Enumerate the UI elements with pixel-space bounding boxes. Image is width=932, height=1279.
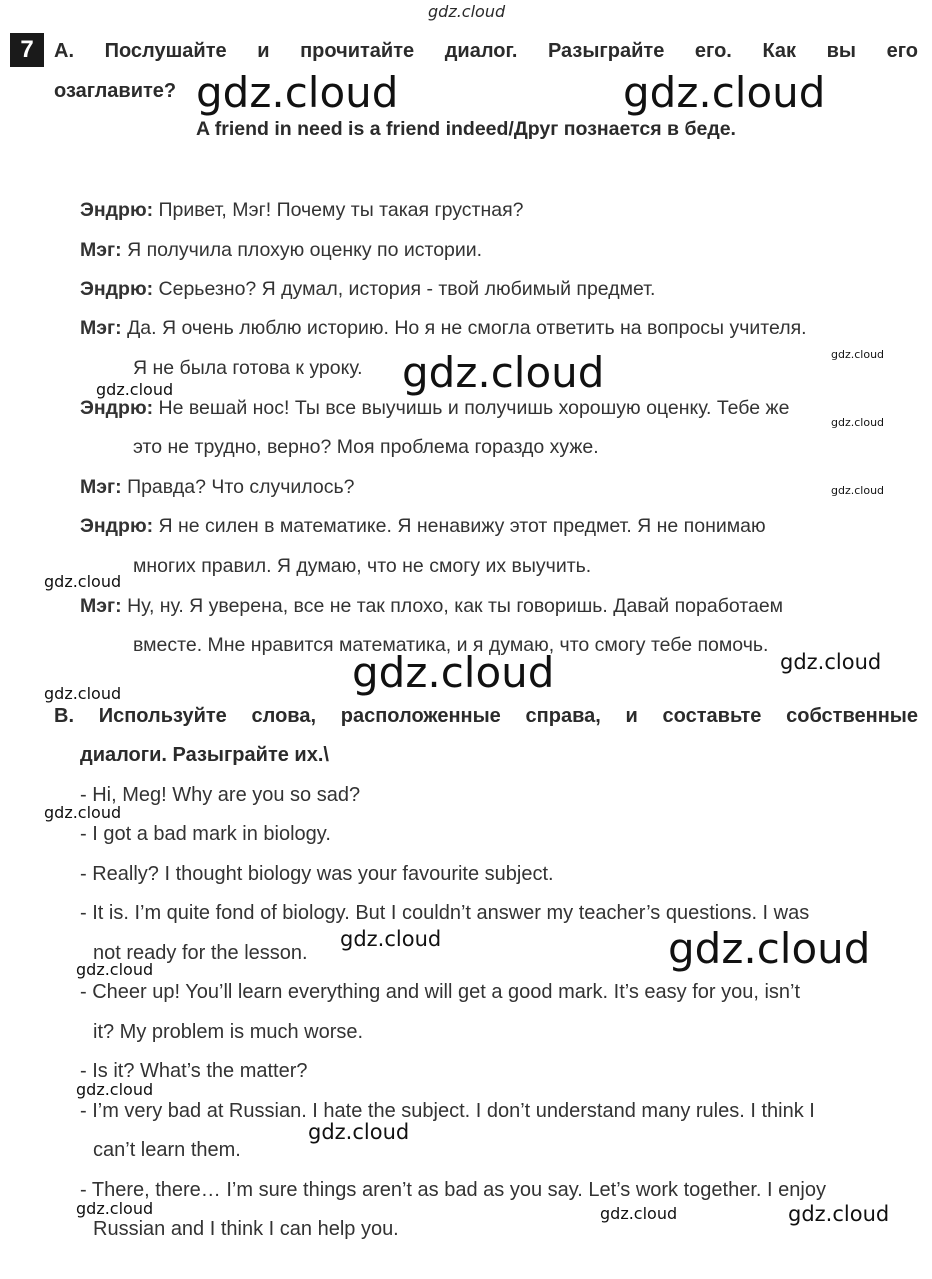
speaker: Мэг: — [80, 239, 122, 261]
english-line: - Cheer up! You’ll learn everything and will get a good mark. It’s easy for you, isn’t — [80, 981, 801, 1003]
dialogue-line-cont: многих правил. Я думаю, что не смогу их выучить. — [133, 555, 592, 577]
watermark: gdz.cloud — [196, 68, 399, 117]
watermark: gdz.cloud — [76, 960, 154, 979]
english-line: - I got a bad mark in biology. — [80, 823, 331, 845]
utterance: Правда? Что случилось? — [127, 476, 355, 498]
english-line: - Really? I thought biology was your favourite subject. — [80, 863, 554, 885]
watermark: gdz.cloud — [44, 572, 122, 591]
watermark: gdz.cloud — [668, 924, 871, 973]
english-line: - Hi, Meg! Why are you so sad? — [80, 784, 361, 806]
english-line-cont: can’t learn them. — [93, 1139, 241, 1161]
watermark: gdz.cloud — [76, 1199, 154, 1218]
english-line-cont: it? My problem is much worse. — [93, 1021, 364, 1043]
watermark: gdz.cloud — [600, 1204, 678, 1223]
exercise-number: 7 — [10, 33, 44, 67]
utterance: Да. Я очень люблю историю. Но я не смогла ответить на вопросы учителя. — [127, 317, 807, 339]
speaker: Мэг: — [80, 317, 122, 339]
english-line-cont: not ready for the lesson. — [93, 942, 308, 964]
task-a-instruction-cont: озаглавите? — [54, 80, 177, 102]
watermark: gdz.cloud — [340, 927, 442, 951]
watermark: gdz.cloud — [428, 2, 506, 21]
english-line: - Is it? What’s the matter? — [80, 1060, 308, 1082]
dialogue-line — [80, 198, 523, 222]
english-line: - I’m very bad at Russian. I hate the subject. I don’t understand many rules. I think I — [80, 1100, 815, 1122]
utterance: Привет, Мэг! Почему ты такая грустная? — [158, 199, 524, 221]
speaker: Мэг: — [80, 595, 122, 617]
dialogue-line — [80, 238, 482, 262]
dialogue-line — [80, 316, 807, 340]
watermark: gdz.cloud — [780, 650, 882, 674]
task-b-instruction: B. Используйте слова, расположенные справа, и составьте собственные — [54, 705, 918, 727]
task-a-instruction: A. Послушайте и прочитайте диалог. Разыграйте его. Как вы его — [54, 40, 918, 62]
utterance: Серьезно? Я думал, история - твой любимый предмет. — [158, 278, 656, 300]
watermark: gdz.cloud — [831, 416, 885, 429]
watermark: gdz.cloud — [352, 648, 555, 697]
watermark: gdz.cloud — [402, 348, 605, 397]
english-line-cont: Russian and I think I can help you. — [93, 1218, 399, 1240]
watermark: gdz.cloud — [44, 803, 122, 822]
utterance: Ну, ну. Я уверена, все не так плохо, как ты говоришь. Давай поработаем — [127, 595, 784, 617]
dialogue-line — [80, 396, 789, 420]
speaker: Мэг: — [80, 476, 122, 498]
dialogue-line — [80, 594, 783, 618]
watermark: gdz.cloud — [308, 1120, 410, 1144]
dialogue-line — [80, 475, 355, 499]
task-b-instruction-cont: диалоги. Разыграйте их.\ — [80, 744, 329, 766]
dialogue-line-cont: Я не была готова к уроку. — [133, 357, 363, 379]
dialogue-line-cont: это не трудно, верно? Моя проблема гораздо хуже. — [133, 436, 599, 458]
watermark: gdz.cloud — [788, 1202, 890, 1226]
watermark: gdz.cloud — [96, 380, 174, 399]
watermark: gdz.cloud — [623, 68, 826, 117]
utterance: Я получила плохую оценку по истории. — [127, 239, 483, 261]
dialogue-title: A friend in need is a friend indeed/Друг познается в беде. — [196, 118, 736, 140]
speaker: Эндрю: — [80, 397, 154, 419]
watermark: gdz.cloud — [44, 684, 122, 703]
utterance: Не вешай нос! Ты все выучишь и получишь хорошую оценку. Тебе же — [158, 397, 790, 419]
dialogue-line-cont: вместе. Мне нравится математика, и я думаю, что смогу тебе помочь. — [133, 634, 769, 656]
dialogue-line — [80, 277, 655, 301]
speaker: Эндрю: — [80, 199, 154, 221]
speaker: Эндрю: — [80, 515, 154, 537]
english-line: - There, there… I’m sure things aren’t as bad as you say. Let’s work together. I enjoy — [80, 1179, 826, 1201]
watermark: gdz.cloud — [831, 348, 885, 361]
utterance: Я не силен в математике. Я ненавижу этот предмет. Я не понимаю — [158, 515, 766, 537]
watermark: gdz.cloud — [831, 484, 885, 497]
speaker: Эндрю: — [80, 278, 154, 300]
watermark: gdz.cloud — [76, 1080, 154, 1099]
dialogue-line — [80, 514, 766, 538]
english-line: - It is. I’m quite fond of biology. But I couldn’t answer my teacher’s questions. I was — [80, 902, 810, 924]
